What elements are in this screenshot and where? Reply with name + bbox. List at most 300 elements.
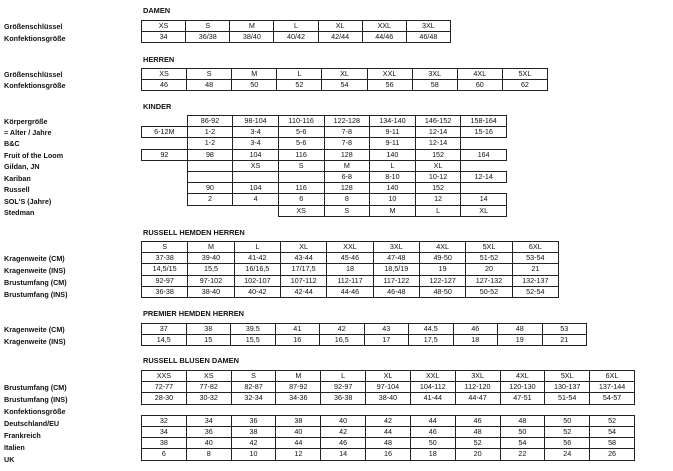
russell-blusen-table — [141, 370, 635, 461]
table-cell: 18 — [453, 335, 498, 346]
column-header: M — [276, 371, 321, 382]
table-cell: 40 — [276, 427, 321, 438]
table-row — [142, 264, 559, 275]
table-cell: 6-12M — [142, 127, 188, 138]
table-cell: 5XL — [502, 69, 547, 80]
table-cell: 19 — [419, 264, 465, 275]
table-row — [142, 382, 635, 393]
table-cell: 52 — [545, 427, 590, 438]
table-cell: 19 — [498, 335, 543, 346]
table-cell: 6-8 — [324, 172, 370, 183]
table-cell: 9-11 — [370, 127, 416, 138]
table-cell: 44-47 — [455, 393, 500, 404]
table-cell: 44 — [276, 438, 321, 449]
table-cell: 122-127 — [419, 275, 465, 286]
table-cell — [590, 404, 635, 415]
table-cell: 56 — [545, 438, 590, 449]
table-cell: 16,5 — [320, 335, 365, 346]
table-cell: S — [186, 21, 230, 32]
table-cell: 44/46 — [362, 32, 406, 43]
table-cell: 122-128 — [324, 116, 370, 127]
table-cell: 32 — [142, 415, 187, 426]
row-label: Brustumfang (CM) — [4, 383, 67, 392]
table-cell: 44 — [366, 427, 411, 438]
table-cell: 12 — [415, 194, 461, 205]
table-cell: 43 — [364, 324, 409, 335]
table-cell: 17,5 — [409, 335, 454, 346]
table-cell: 50 — [410, 438, 455, 449]
table-cell: 24 — [545, 449, 590, 460]
table-cell: 10 — [370, 194, 416, 205]
premier-hemden-table — [141, 323, 587, 346]
table-cell: 36 — [186, 427, 231, 438]
table-cell: 12-14 — [415, 127, 461, 138]
table-cell: S — [324, 205, 370, 216]
table-cell: 48 — [498, 324, 543, 335]
table-cell: 14,5 — [142, 335, 187, 346]
table-cell: L — [274, 21, 318, 32]
table-cell: 3-4 — [233, 127, 279, 138]
table-cell: 46/48 — [406, 32, 450, 43]
table-cell: S — [187, 69, 232, 80]
column-header: 3XL — [455, 371, 500, 382]
table-cell: 38 — [142, 438, 187, 449]
table-cell: 8 — [186, 449, 231, 460]
table-cell: 152 — [415, 149, 461, 160]
table-cell: 34 — [142, 427, 187, 438]
column-header: 5XL — [545, 371, 590, 382]
table-cell: 22 — [500, 449, 545, 460]
table-cell: 40-42 — [234, 286, 280, 297]
table-cell: 3XL — [412, 69, 457, 80]
table-cell: 36 — [231, 415, 276, 426]
table-cell: 86-92 — [187, 116, 233, 127]
table-cell: 36/38 — [186, 32, 230, 43]
table-cell: 128 — [324, 183, 370, 194]
column-header: S — [142, 242, 188, 253]
table-cell: 58 — [590, 438, 635, 449]
russell-hemden-title: RUSSELL HEMDEN HERREN — [143, 228, 245, 237]
table-cell: 87-92 — [276, 382, 321, 393]
table-cell: 130-137 — [545, 382, 590, 393]
table-row — [142, 404, 635, 415]
herren-size-table — [141, 68, 548, 91]
table-cell: 16/16,5 — [234, 264, 280, 275]
table-cell: 82-87 — [231, 382, 276, 393]
row-label: Italien — [4, 443, 25, 452]
row-label: Konfektionsgröße — [4, 81, 66, 90]
table-cell: 1-2 — [187, 127, 233, 138]
table-cell: 42-44 — [280, 286, 326, 297]
table-cell: 14 — [461, 194, 507, 205]
table-cell — [186, 404, 231, 415]
table-cell: 50 — [232, 80, 277, 91]
table-cell: 18 — [410, 449, 455, 460]
column-header: L — [234, 242, 280, 253]
row-label: B&C — [4, 139, 20, 148]
row-label: Brustumfang (INS) — [4, 395, 68, 404]
table-cell — [410, 404, 455, 415]
table-cell: XS — [278, 205, 324, 216]
table-cell: 52 — [590, 415, 635, 426]
table-cell: 132-137 — [512, 275, 558, 286]
column-header: XXL — [410, 371, 455, 382]
table-cell: 46 — [142, 80, 187, 91]
table-cell: 52 — [277, 80, 322, 91]
table-cell: 104-112 — [410, 382, 455, 393]
column-header: XXS — [142, 371, 187, 382]
table-cell: 51-52 — [466, 253, 512, 264]
column-header: S — [231, 371, 276, 382]
table-cell: 48 — [455, 427, 500, 438]
table-cell: 77-82 — [186, 382, 231, 393]
table-cell: 40/42 — [274, 32, 318, 43]
table-cell: 36-38 — [142, 286, 188, 297]
table-cell: 50 — [545, 415, 590, 426]
table-cell: 54-57 — [590, 393, 635, 404]
table-row — [142, 127, 507, 138]
table-cell: 110-116 — [278, 116, 324, 127]
row-label: Fruit of the Loom — [4, 151, 64, 160]
row-label: Gildan, JN — [4, 162, 40, 171]
table-row — [142, 183, 507, 194]
table-cell: 28-30 — [142, 393, 187, 404]
table-cell: 46 — [410, 427, 455, 438]
table-cell: 26 — [590, 449, 635, 460]
table-cell — [455, 404, 500, 415]
table-cell: 48 — [500, 415, 545, 426]
table-cell: 12-14 — [461, 172, 507, 183]
table-cell: 48-50 — [419, 286, 465, 297]
herren-title: HERREN — [143, 55, 175, 64]
table-cell: 140 — [370, 149, 416, 160]
table-cell: 15,5 — [231, 335, 276, 346]
row-label: Kragenweite (INS) — [4, 337, 66, 346]
table-cell — [142, 116, 188, 127]
table-cell: 92 — [142, 149, 188, 160]
table-cell: 152 — [415, 183, 461, 194]
table-cell: 34-36 — [276, 393, 321, 404]
table-cell: 54 — [322, 80, 367, 91]
row-label: Kragenweite (CM) — [4, 254, 65, 263]
table-cell: 48 — [187, 80, 232, 91]
russell-blusen-title: RUSSELL BLUSEN DAMEN — [143, 356, 239, 365]
table-cell: 41-44 — [410, 393, 455, 404]
column-header: 3XL — [373, 242, 419, 253]
table-cell: 42 — [320, 324, 365, 335]
table-cell: 36-38 — [321, 393, 366, 404]
table-cell — [187, 160, 233, 171]
table-cell: 53-54 — [512, 253, 558, 264]
row-label: Russell — [4, 185, 30, 194]
table-cell: 1-2 — [187, 138, 233, 149]
table-cell — [461, 183, 507, 194]
table-cell: 6 — [278, 194, 324, 205]
table-cell: 10 — [231, 449, 276, 460]
table-cell: 72-77 — [142, 382, 187, 393]
table-cell: 12-14 — [415, 138, 461, 149]
table-cell: 6 — [142, 449, 187, 460]
table-cell: 34 — [142, 32, 186, 43]
table-cell: 15-16 — [461, 127, 507, 138]
table-cell: 134-140 — [370, 116, 416, 127]
table-cell — [142, 183, 188, 194]
table-cell: 12 — [276, 449, 321, 460]
row-label: Konfektionsgröße — [4, 407, 66, 416]
table-row — [142, 21, 451, 32]
table-cell — [142, 138, 188, 149]
column-header: 4XL — [500, 371, 545, 382]
table-row — [142, 427, 635, 438]
column-header: 6XL — [512, 242, 558, 253]
table-row — [142, 449, 635, 460]
table-cell: XXL — [367, 69, 412, 80]
table-cell: 42 — [321, 427, 366, 438]
table-cell: 112-120 — [455, 382, 500, 393]
table-cell: 158-164 — [461, 116, 507, 127]
table-cell: 34 — [186, 415, 231, 426]
table-cell: M — [232, 69, 277, 80]
table-cell: 50-52 — [466, 286, 512, 297]
table-row — [142, 205, 507, 216]
table-cell: L — [277, 69, 322, 80]
column-header: M — [188, 242, 234, 253]
table-cell: 40 — [186, 438, 231, 449]
table-cell: 58 — [412, 80, 457, 91]
column-header: 5XL — [466, 242, 512, 253]
table-cell — [278, 172, 324, 183]
table-cell: 47-51 — [500, 393, 545, 404]
table-cell — [233, 205, 279, 216]
table-cell: 14 — [321, 449, 366, 460]
table-cell: 38 — [186, 324, 231, 335]
kinder-size-table — [141, 115, 507, 217]
damen-title: DAMEN — [143, 6, 171, 15]
table-cell: 37 — [142, 324, 187, 335]
table-cell: 15,5 — [188, 264, 234, 275]
table-cell: 42 — [366, 415, 411, 426]
table-row — [142, 149, 507, 160]
row-label: Größenschlüssel — [4, 70, 63, 79]
table-cell: 37-38 — [142, 253, 188, 264]
table-cell: 41-42 — [234, 253, 280, 264]
table-cell: 127-132 — [466, 275, 512, 286]
table-cell — [545, 404, 590, 415]
column-header: L — [321, 371, 366, 382]
table-cell: 21 — [512, 264, 558, 275]
table-row — [142, 69, 548, 80]
row-label: Kariban — [4, 174, 31, 183]
row-label: Kragenweite (CM) — [4, 325, 65, 334]
premier-hemden-title: PREMIER HEMDEN HERREN — [143, 309, 245, 318]
table-cell: 47-48 — [373, 253, 419, 264]
table-cell: 56 — [367, 80, 412, 91]
table-cell: 9-11 — [370, 138, 416, 149]
table-cell: 18 — [327, 264, 373, 275]
table-cell: 17 — [364, 335, 409, 346]
table-cell: 38-40 — [188, 286, 234, 297]
table-header-row — [142, 242, 559, 253]
table-cell — [142, 172, 188, 183]
table-cell: 5-6 — [278, 138, 324, 149]
table-row — [142, 194, 507, 205]
row-label: Frankreich — [4, 431, 41, 440]
table-cell — [321, 404, 366, 415]
table-cell: XL — [461, 205, 507, 216]
table-cell: M — [324, 160, 370, 171]
table-cell: 116 — [278, 183, 324, 194]
table-cell: 97-102 — [188, 275, 234, 286]
table-row — [142, 275, 559, 286]
table-row — [142, 415, 635, 426]
table-cell: 8 — [324, 194, 370, 205]
row-label: Größenschlüssel — [4, 22, 63, 31]
table-cell: 3XL — [406, 21, 450, 32]
table-cell: 98-104 — [233, 116, 279, 127]
table-cell: 53 — [542, 324, 587, 335]
table-cell: 16 — [366, 449, 411, 460]
row-label: Deutschland/EU — [4, 419, 60, 428]
table-cell: 46-48 — [373, 286, 419, 297]
table-cell: 97-104 — [366, 382, 411, 393]
table-row — [142, 116, 507, 127]
table-cell: 140 — [370, 183, 416, 194]
table-cell: 38-40 — [366, 393, 411, 404]
table-cell: 43-44 — [280, 253, 326, 264]
table-row — [142, 172, 507, 183]
table-cell — [187, 205, 233, 216]
table-cell — [142, 160, 188, 171]
table-cell: 8-10 — [370, 172, 416, 183]
row-label: Kragenweite (INS) — [4, 266, 66, 275]
table-cell: 49-50 — [419, 253, 465, 264]
table-cell: 104 — [233, 149, 279, 160]
table-cell — [142, 404, 187, 415]
table-cell: 38/40 — [230, 32, 274, 43]
table-cell: 2 — [187, 194, 233, 205]
table-cell: XL — [322, 69, 367, 80]
table-cell: XL — [318, 21, 362, 32]
table-cell: 30-32 — [186, 393, 231, 404]
kinder-title: KINDER — [143, 102, 172, 111]
table-cell: 38 — [231, 427, 276, 438]
table-cell: 90 — [187, 183, 233, 194]
table-row — [142, 393, 635, 404]
column-header: XS — [186, 371, 231, 382]
row-label: UK — [4, 455, 15, 464]
table-cell: S — [278, 160, 324, 171]
table-cell: L — [415, 205, 461, 216]
table-cell: 128 — [324, 149, 370, 160]
table-row — [142, 80, 548, 91]
row-label: Stedman — [4, 208, 35, 217]
table-cell: 146-152 — [415, 116, 461, 127]
table-cell — [231, 404, 276, 415]
table-cell: 102-107 — [234, 275, 280, 286]
table-header-row — [142, 371, 635, 382]
table-row — [142, 438, 635, 449]
table-cell — [366, 404, 411, 415]
table-cell: 52-54 — [512, 286, 558, 297]
table-cell: 120-130 — [500, 382, 545, 393]
table-row — [142, 335, 587, 346]
table-cell: 42 — [231, 438, 276, 449]
column-header: XL — [280, 242, 326, 253]
table-cell: 14,5/15 — [142, 264, 188, 275]
table-cell: 5-6 — [278, 127, 324, 138]
table-cell: 137-144 — [590, 382, 635, 393]
row-label: Konfektionsgröße — [4, 34, 66, 43]
table-cell: 44-46 — [327, 286, 373, 297]
table-cell: 7-8 — [324, 138, 370, 149]
table-row — [142, 160, 507, 171]
table-cell: 52 — [455, 438, 500, 449]
table-cell — [461, 138, 507, 149]
table-row — [142, 286, 559, 297]
column-header: 4XL — [419, 242, 465, 253]
table-cell: 92-97 — [321, 382, 366, 393]
table-cell: 112-117 — [327, 275, 373, 286]
table-cell: 32-34 — [231, 393, 276, 404]
table-cell — [142, 194, 188, 205]
row-label: Brustumfang (INS) — [4, 290, 68, 299]
table-cell: M — [370, 205, 416, 216]
row-label: = Alter / Jahre — [4, 128, 52, 137]
table-cell — [276, 404, 321, 415]
table-cell: 46 — [453, 324, 498, 335]
table-cell: 4XL — [457, 69, 502, 80]
table-cell: 40 — [321, 415, 366, 426]
table-cell: 107-112 — [280, 275, 326, 286]
table-cell: 10-12 — [415, 172, 461, 183]
table-cell: 104 — [233, 183, 279, 194]
table-row — [142, 324, 587, 335]
table-cell: 16 — [275, 335, 320, 346]
table-cell — [187, 172, 233, 183]
table-cell: 164 — [461, 149, 507, 160]
table-cell: 18,5/19 — [373, 264, 419, 275]
table-cell: XS — [142, 21, 186, 32]
table-cell: XL — [415, 160, 461, 171]
table-cell: 46 — [321, 438, 366, 449]
table-cell: 39.5 — [231, 324, 276, 335]
table-cell: 50 — [500, 427, 545, 438]
table-cell: 60 — [457, 80, 502, 91]
row-label: Körpergröße — [4, 117, 48, 126]
table-cell: 15 — [186, 335, 231, 346]
row-label: Brustumfang (CM) — [4, 278, 67, 287]
table-cell: 39-40 — [188, 253, 234, 264]
table-cell: 45-46 — [327, 253, 373, 264]
table-row — [142, 138, 507, 149]
table-cell: 48 — [366, 438, 411, 449]
column-header: XXL — [327, 242, 373, 253]
table-cell: 3-4 — [233, 138, 279, 149]
table-cell: 44.5 — [409, 324, 454, 335]
table-cell: 46 — [455, 415, 500, 426]
table-cell: XS — [142, 69, 187, 80]
table-cell — [142, 205, 188, 216]
table-cell: XS — [233, 160, 279, 171]
table-cell: 41 — [275, 324, 320, 335]
table-cell: 92-97 — [142, 275, 188, 286]
table-cell: 98 — [187, 149, 233, 160]
table-cell: 54 — [590, 427, 635, 438]
table-cell: 117-122 — [373, 275, 419, 286]
table-cell: 116 — [278, 149, 324, 160]
table-cell: 17/17,5 — [280, 264, 326, 275]
table-cell — [233, 172, 279, 183]
